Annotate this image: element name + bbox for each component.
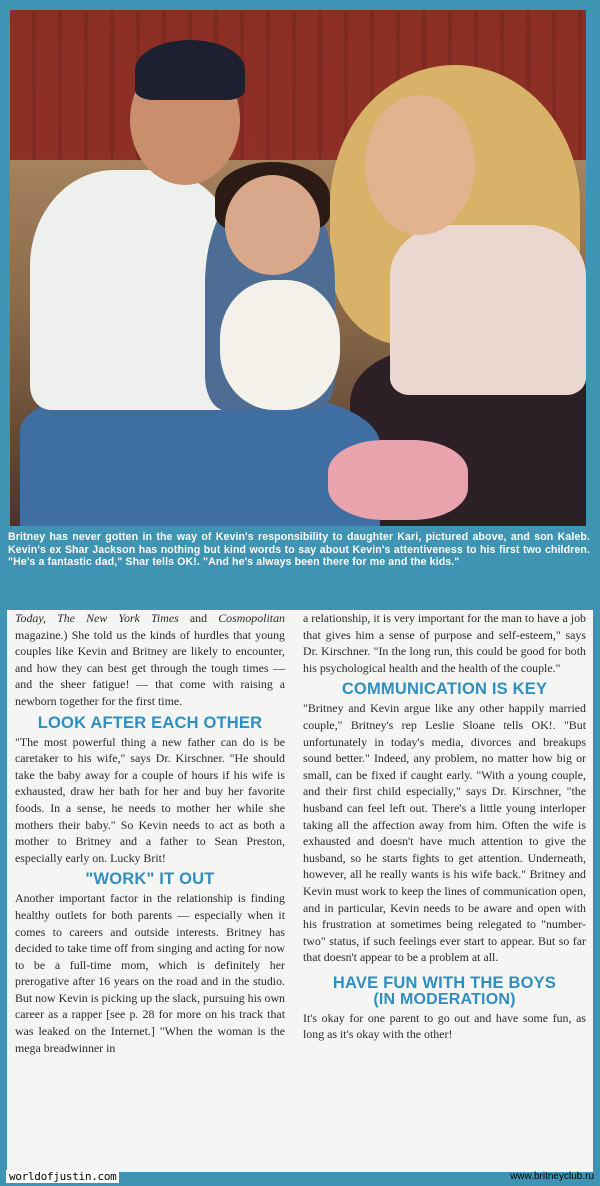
white-dog (220, 280, 340, 410)
article-column-right (303, 610, 586, 1043)
article-column-left (15, 610, 285, 1056)
man-cap (135, 40, 245, 100)
publication-cosmo: Cosmopolitan (218, 611, 285, 625)
family-photo (10, 10, 586, 526)
article-body (7, 610, 593, 1172)
child-shoes (328, 440, 468, 520)
paragraph-have-fun: It's okay for one parent to go out and have some fun, as long as it's okay with the other! (303, 1010, 586, 1042)
text-and: and (178, 611, 219, 625)
heading-look-after: LOOK AFTER EACH OTHER (37, 713, 263, 732)
paragraph-continued: a relationship, it is very important for the man to have a job that gives him a sense of purpose and self-esteem," says Dr. Kirschner. "In the long run, this could be good for both his psychological health and the health of the couple." (303, 611, 586, 675)
photo-caption: Britney has never gotten in the way of Kevin's responsibility to daughter Kari, pictured above, and son Kaleb. Kevin's ex Shar Jackson has nothing but kind words to say about Kevin's attentiveness to his first two children. "He's a fantastic dad," Shar tells OK!. "And he's always been there for me and the kids." (8, 531, 590, 568)
watermark-right: www.britneyclub.ru (510, 1171, 594, 1182)
paragraph-look-after: "The most powerful thing a new father can do is be caretaker to his wife," says Dr. Kirschner. "He should take the baby away for a couple of hours if his wife is exhausted, draw her bath for her and buy her favorite foods. In a sense, he needs to mother her while she mothers their baby." So Kevin needs to act as both a mother to Britney and a father to Sean Preston, especially early on. Lucky Brit! (15, 734, 285, 865)
heading-moderation: (IN MODERATION) (373, 990, 516, 1008)
heading-work-it-out: "WORK" IT OUT (85, 870, 215, 889)
child-head (225, 175, 320, 275)
intro-text: magazine.) She told us the kinds of hurdles that young couples like Kevin and Britney are likely to encounter, and how they can best get through the tough times — and the sheer fatigue! — that come with raising a newborn together for the first time. (15, 627, 285, 708)
woman-face (365, 95, 475, 235)
man-jeans (20, 390, 380, 526)
heading-have-fun: HAVE FUN WITH THE BOYS (332, 973, 557, 992)
paragraph-intro (15, 610, 285, 710)
watermark-left: worldofjustin.com (6, 1170, 119, 1183)
woman-top (390, 225, 586, 395)
publication-names: Today, The New York Times (15, 611, 179, 625)
paragraph-communication: "Britney and Kevin argue like any other happily married couple," Britney's rep Leslie Sloane tells OK!. "But unfortunately in today's media, divorces and breakups sound better." Indeed, any problem, no matter how big or small, can be fixed if caught early. "With a young couple, and their first child especially," says Dr. Kirschner, "the husband can feel left out. There's a little young interloper taking all the affection away from him. Often the wife is exhausted and doesn't have much attention to give the husband, so he starts fights to get attention. Underneath, however, all he really wants is his wife back." Britney and Kevin must work to keep the lines of communication open, and in particular, Kevin needs to be aware and open with his frustration at sometimes being relegated to "number-two" status, if such feelings ever start to appear. But so far that doesn't appear to be a problem at all. (303, 701, 586, 965)
paragraph-work: Another important factor in the relationship is finding healthy outlets for both parents — especially when it comes to careers and outside interests. Britney has decided to take time off from singing and acting for now to be a full-time mom, which is definitely her prerogative after 16 years on the road and in the studio. But now Kevin is picking up the slack, pursuing his own career as a rapper [see p. 28 for more on his track that was leaked on the Internet.] "When the woman is the mega breadwinner in (15, 891, 285, 1055)
heading-communication: COMMUNICATION IS KEY (341, 680, 548, 699)
